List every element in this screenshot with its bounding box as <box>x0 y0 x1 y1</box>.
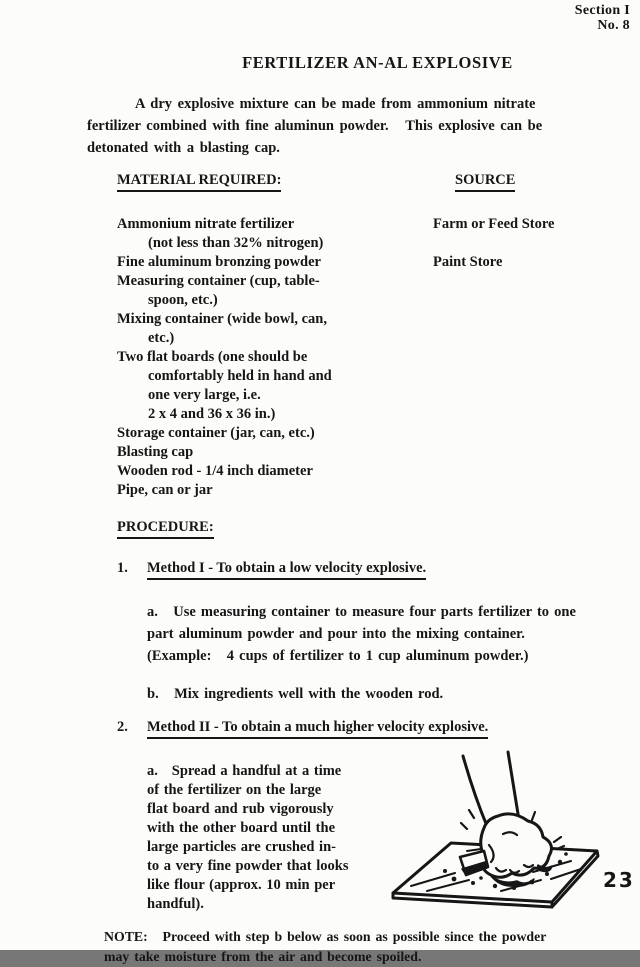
step-line: flat board and rub vigorously <box>147 801 334 817</box>
material-text: Wooden rod - 1/4 inch diameter <box>117 463 313 479</box>
step-line: like flour (approx. 10 min per <box>147 877 336 893</box>
step-line: a. Spread a handful at a time <box>147 763 342 779</box>
source-heading: SOURCE <box>455 172 515 192</box>
note-paragraph <box>104 927 630 967</box>
step-line: handful). <box>147 896 204 912</box>
page-number: 23 <box>603 868 635 892</box>
materials-section <box>117 172 640 500</box>
method-2-body <box>0 762 640 914</box>
materials-list <box>117 215 640 500</box>
material-text: spoon, etc.) <box>148 292 218 308</box>
step-line: with the other board until the <box>147 820 336 836</box>
material-row <box>117 329 640 348</box>
page-header <box>0 0 640 33</box>
method-2-row <box>117 719 640 739</box>
step-line: b. Mix ingredients well with the wooden rod. <box>147 686 444 702</box>
material-row <box>117 234 640 253</box>
step-line: a. Use measuring container to measure four parts fertilizer to one <box>147 604 576 620</box>
material-row <box>117 310 640 329</box>
step-line: part aluminum powder and pour into the mixing container. <box>147 626 525 642</box>
header-number-label: No. 8 <box>597 18 630 33</box>
material-source: Farm or Feed Store <box>433 216 555 232</box>
material-text: 2 x 4 and 36 x 36 in.) <box>148 406 276 422</box>
step-line: large particles are crushed in- <box>147 839 336 855</box>
intro-line: detonated with a blasting cap. <box>87 140 280 156</box>
intro-line: fertilizer combined with fine aluminun powder. This explosive can be <box>87 118 543 134</box>
procedure-header-row <box>117 519 640 539</box>
material-row <box>117 215 640 234</box>
step-line: to a very fine powder that looks <box>147 858 349 874</box>
material-text: Measuring container (cup, table- <box>117 273 320 289</box>
material-text: Storage container (jar, can, etc.) <box>117 425 315 441</box>
materials-header-row <box>117 172 640 192</box>
header-section-label: Section I <box>574 3 630 18</box>
method-2-number: 2. <box>117 719 128 735</box>
material-row <box>117 253 640 272</box>
method-1-row <box>117 560 640 580</box>
material-row <box>117 424 640 443</box>
step-line: of the fertilizer on the large <box>147 782 322 798</box>
method-1-number: 1. <box>117 560 128 576</box>
material-text: Blasting cap <box>117 444 194 460</box>
material-row <box>117 405 640 424</box>
procedure-heading: PROCEDURE: <box>117 519 214 539</box>
page-title: FERTILIZER AN-AL EXPLOSIVE <box>242 53 513 72</box>
material-text: one very large, i.e. <box>148 387 261 403</box>
material-row <box>117 272 640 291</box>
intro-paragraph <box>87 93 626 159</box>
step-line: (Example: 4 cups of fertilizer to 1 cup aluminum powder.) <box>147 648 529 664</box>
material-source: Paint Store <box>433 254 503 270</box>
material-text: Ammonium nitrate fertilizer <box>117 216 295 232</box>
material-text: (not less than 32% nitrogen) <box>148 235 324 251</box>
material-text: Fine aluminum bronzing powder <box>117 254 321 270</box>
material-text: etc.) <box>148 330 175 346</box>
method-1-step-a <box>147 601 626 667</box>
material-text: comfortably held in hand and <box>148 368 332 384</box>
hand-rubbing-illustration <box>383 750 628 922</box>
material-row <box>117 462 640 481</box>
materials-heading: MATERIAL REQUIRED: <box>117 172 281 192</box>
intro-line: A dry explosive mixture can be made from ammonium nitrate <box>135 96 536 112</box>
material-text: Pipe, can or jar <box>117 482 213 498</box>
material-row <box>117 443 640 462</box>
material-row <box>117 367 640 386</box>
method-2-heading: Method II - To obtain a much higher velocity explosive. <box>147 719 488 739</box>
material-row <box>117 291 640 310</box>
method-2-step-a <box>147 762 377 914</box>
material-text: Two flat boards (one should be <box>117 349 308 365</box>
note-line: may take moisture from the air and become spoiled. <box>104 949 422 964</box>
material-row <box>117 348 640 367</box>
material-text: Mixing container (wide bowl, can, <box>117 311 327 327</box>
method-1-heading: Method I - To obtain a low velocity explosive. <box>147 560 426 580</box>
material-row <box>117 386 640 405</box>
material-row <box>117 481 640 500</box>
method-1-step-b <box>147 683 626 705</box>
note-line: NOTE: Proceed with step b below as soon as possible since the powder <box>104 929 547 944</box>
